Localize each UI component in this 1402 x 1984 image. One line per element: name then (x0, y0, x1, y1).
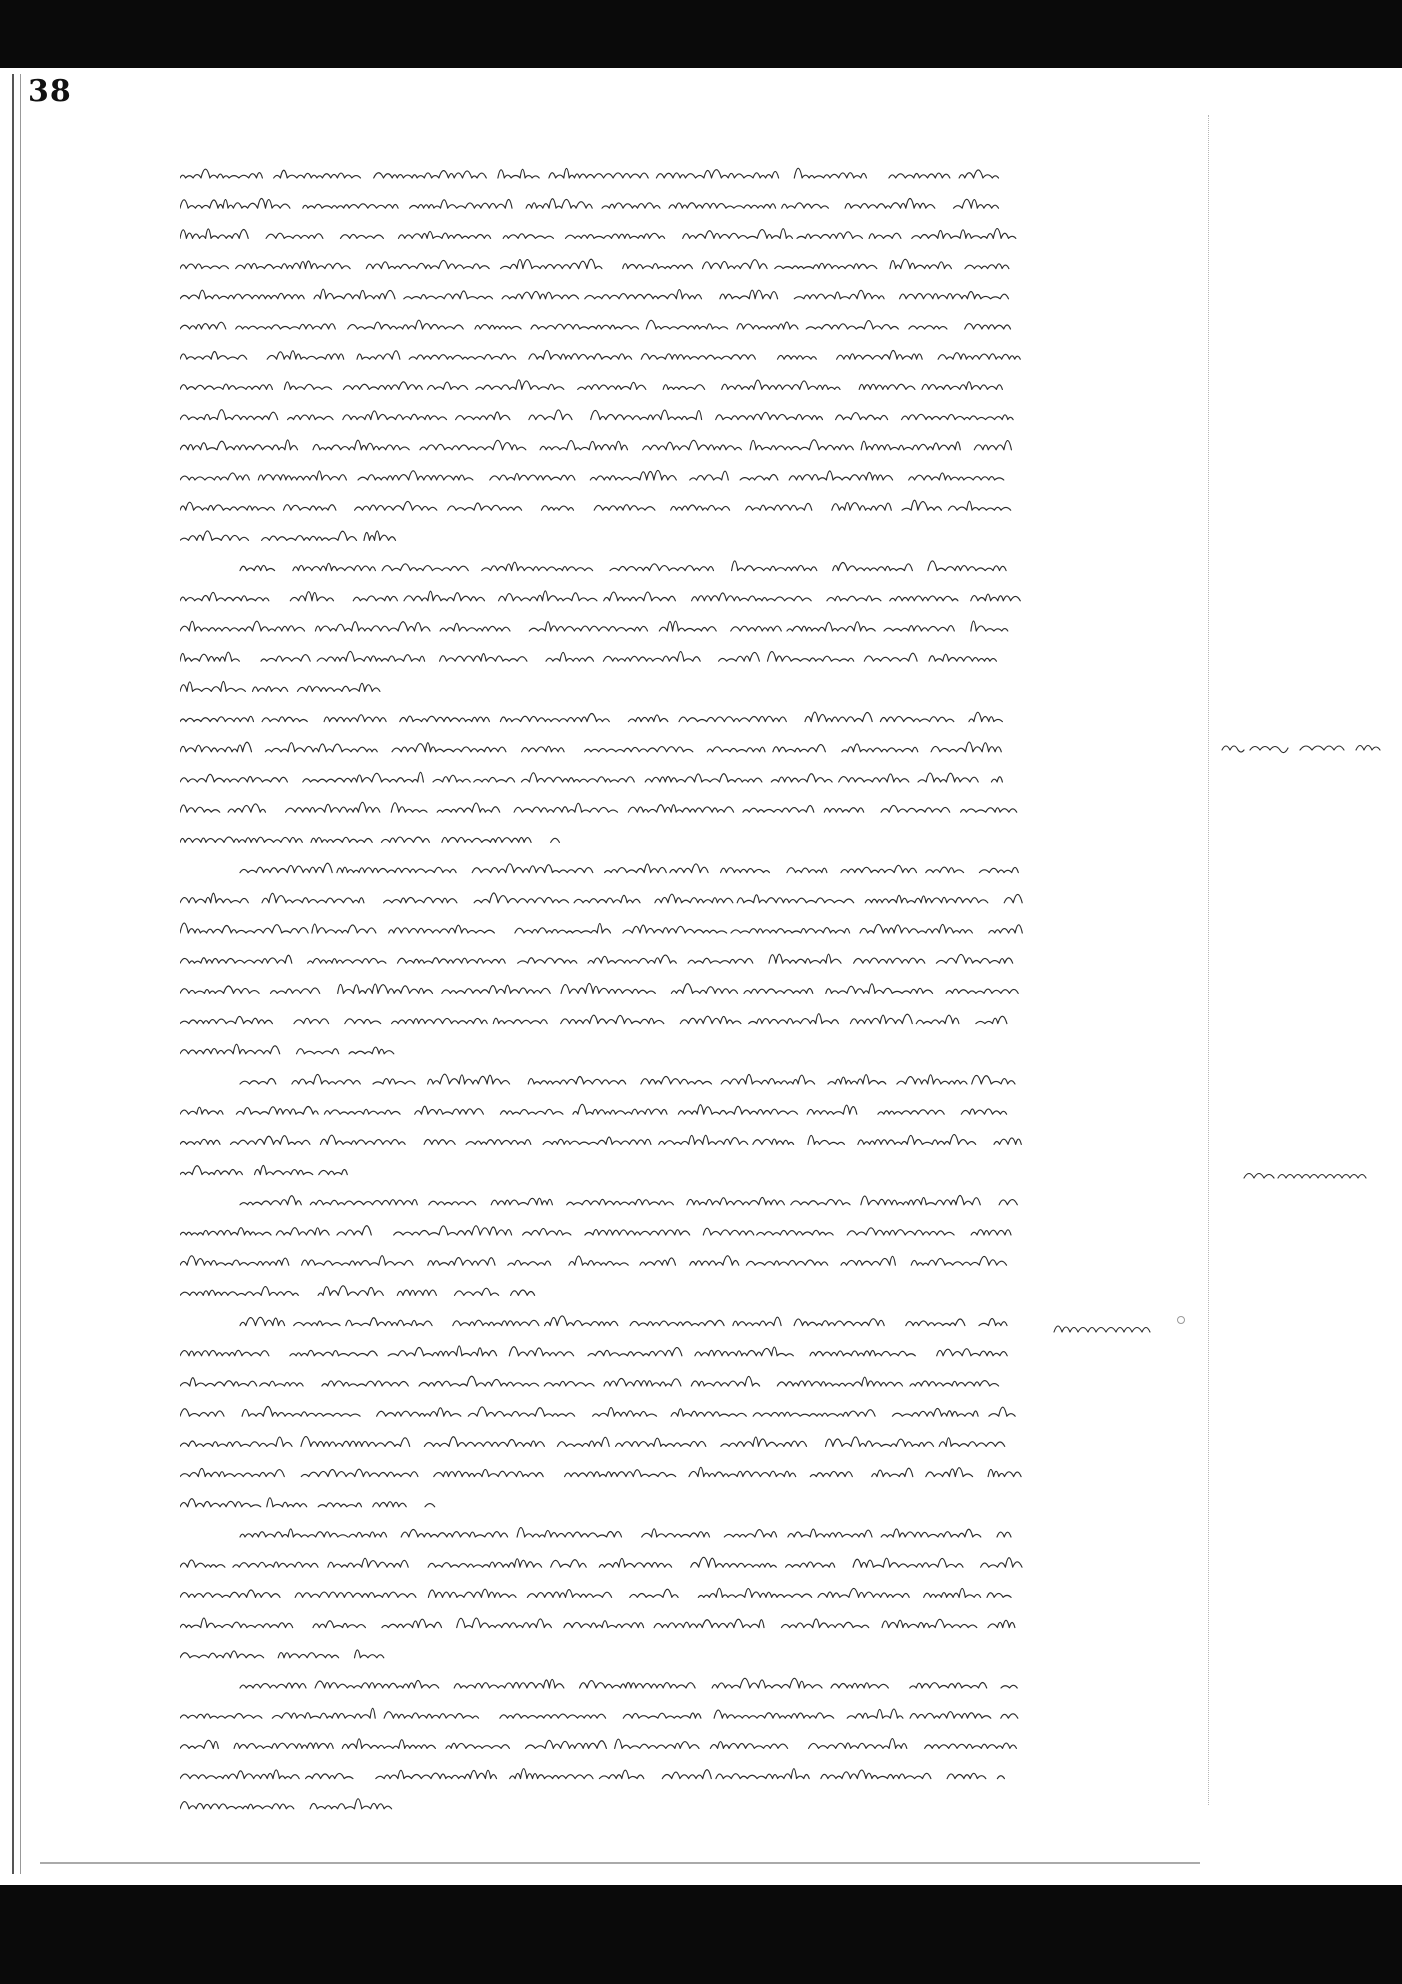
page-number: 38 (28, 74, 72, 109)
manuscript-line (180, 1769, 1004, 1779)
manuscript-line (180, 350, 1020, 359)
manuscript-line (180, 1618, 1015, 1628)
manuscript-line (180, 1739, 1016, 1749)
manuscript-line (180, 168, 999, 178)
margin-note (1220, 738, 1390, 756)
manuscript-line (180, 229, 1016, 239)
manuscript-line (180, 1588, 1011, 1597)
manuscript-line (180, 1226, 1011, 1235)
manuscript-line (180, 983, 1018, 993)
manuscript-line (180, 1135, 1021, 1145)
manuscript-line (180, 289, 1009, 299)
manuscript-line (180, 772, 1002, 782)
manuscript-line (180, 742, 1001, 752)
manuscript-line (180, 954, 1013, 963)
handwritten-lines (180, 158, 1060, 1878)
manuscript-line (180, 712, 1002, 722)
manuscript-line (180, 621, 1008, 631)
manuscript-line (180, 440, 1011, 450)
manuscript-line (240, 561, 1006, 571)
manuscript-line (180, 591, 1020, 601)
manuscript-line (180, 651, 996, 661)
manuscript-line (180, 1708, 1018, 1718)
manuscript-line (180, 1407, 1015, 1417)
manuscript-line (180, 923, 1022, 933)
manuscript-line (180, 1286, 535, 1296)
margin-note-handwriting (1220, 738, 1390, 756)
margin-mark (1177, 1316, 1185, 1324)
top-scan-band (0, 0, 1402, 68)
page-binding-edge (12, 74, 21, 1874)
margin-note-handwriting (1242, 1166, 1382, 1184)
manuscript-line (240, 1528, 1011, 1537)
manuscript-line (180, 320, 1011, 329)
manuscript-line (180, 1437, 1005, 1447)
manuscript-text-block (180, 158, 1060, 1878)
manuscript-line (180, 1557, 1022, 1567)
manuscript-line (240, 1316, 1007, 1326)
manuscript-line (180, 500, 1011, 510)
manuscript-line (240, 1196, 1017, 1205)
margin-note (1052, 1318, 1172, 1336)
manuscript-line (180, 199, 998, 209)
manuscript-line (240, 1678, 1017, 1688)
manuscript-line (180, 893, 1022, 903)
manuscript-line (180, 1799, 392, 1809)
manuscript-line (240, 1074, 1015, 1084)
margin-note (1242, 1166, 1382, 1184)
manuscript-line (180, 802, 1017, 812)
margin-rule (1208, 115, 1209, 1805)
margin-note-handwriting (1052, 1318, 1172, 1338)
manuscript-line (180, 259, 1009, 268)
manuscript-line (180, 1467, 1021, 1476)
bottom-scan-band (0, 1885, 1402, 1984)
manuscript-line (240, 863, 1018, 872)
manuscript-line (180, 1166, 347, 1175)
manuscript-line (180, 1256, 1007, 1266)
manuscript-line (180, 470, 1004, 480)
manuscript-line (180, 1650, 384, 1658)
manuscript-line (180, 1346, 1007, 1356)
manuscript-line (180, 410, 1013, 420)
manuscript-line (180, 1104, 1007, 1114)
manuscript-line (180, 1014, 1007, 1024)
manuscript-line (180, 682, 380, 692)
manuscript-line (180, 380, 1002, 390)
page-bottom-edge (40, 1862, 1200, 1864)
manuscript-line (180, 837, 559, 842)
manuscript-line (180, 1498, 435, 1507)
manuscript-line (180, 531, 396, 540)
manuscript-line (180, 1044, 394, 1053)
manuscript-line (180, 1376, 999, 1386)
